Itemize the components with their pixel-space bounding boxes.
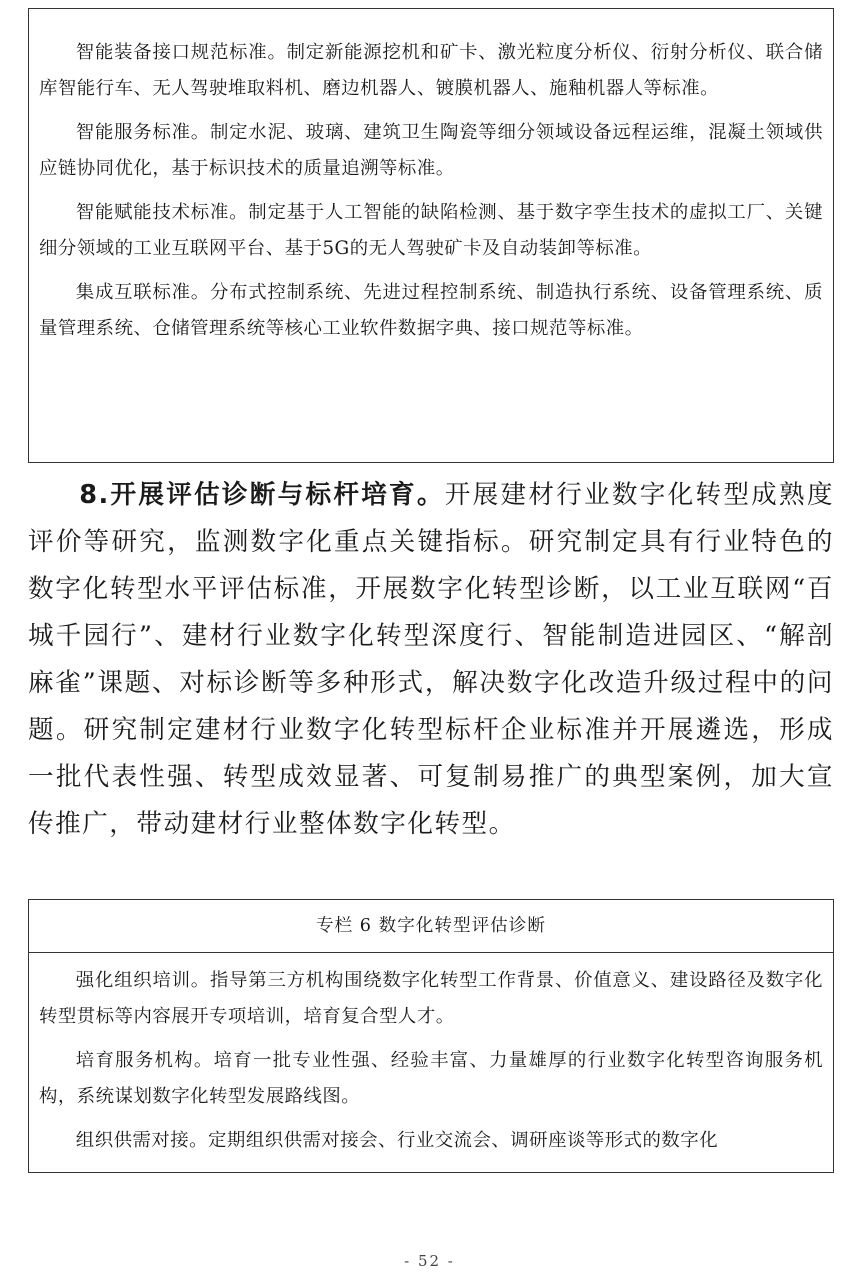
main-paragraph xyxy=(28,472,834,848)
section-heading: 8.开展评估诊断与标杆培育。 xyxy=(79,480,445,510)
standards-box xyxy=(28,8,834,463)
box-paragraph-equipment-interface: 智能装备接口规范标准。制定新能源挖机和矿卡、激光粒度分析仪、衍射分析仪、联合储库智能行车、无人驾驶堆取料机、磨边机器人、镀膜机器人、施釉机器人等标准。 xyxy=(39,42,823,99)
section-body: 开展建材行业数字化转型成熟度评价等研究，监测数字化重点关键指标。研究制定具有行业特色的数字化转型水平评估标准，开展数字化转型诊断，以工业互联网“百城千园行”、建材行业数字化转型深度行、智能制造进园区、“解剖麻雀”课题、对标诊断等多种形式，解决数字化改造升级过程中的问题。研究制定建材行业数字化转型标杆企业标准并开展遴选，形成一批代表性强、转型成效显著、可复制易推广的典型案例，加大宣传推广，带动建材行业整体数字化转型。 xyxy=(28,480,834,839)
column-box-title: 专栏 6 数字化转型评估诊断 xyxy=(29,900,833,953)
box-paragraph-enabling-tech: 智能赋能技术标准。制定基于人工智能的缺陷检测、基于数字孪生技术的虚拟工厂、关键细分领域的工业互联网平台、基于5G的无人驾驶矿卡及自动装卸等标准。 xyxy=(39,202,823,259)
box-paragraph-matching: 组织供需对接。定期组织供需对接会、行业交流会、调研座谈等形式的数字化 xyxy=(75,1130,719,1151)
box-paragraph-smart-service: 智能服务标准。制定水泥、玻璃、建筑卫生陶瓷等细分领域设备远程运维，混凝土领域供应链协同优化，基于标识技术的质量追溯等标准。 xyxy=(39,122,823,179)
box-paragraph-training: 强化组织培训。指导第三方机构围绕数字化转型工作背景、价值意义、建设路径及数字化转型贯标等内容展开专项培训，培育复合型人才。 xyxy=(39,970,823,1027)
box-paragraph-integration: 集成互联标准。分布式控制系统、先进过程控制系统、制造执行系统、设备管理系统、质量管理系统、仓储管理系统等核心工业软件数据字典、接口规范等标准。 xyxy=(39,282,823,339)
page-number: - 52 - xyxy=(404,1252,455,1270)
box-paragraph-service-orgs: 培育服务机构。培育一批专业性强、经验丰富、力量雄厚的行业数字化转型咨询服务机构，系统谋划数字化转型发展路线图。 xyxy=(39,1050,823,1107)
column-box-body xyxy=(29,953,833,1159)
column-box-6 xyxy=(28,899,834,1173)
